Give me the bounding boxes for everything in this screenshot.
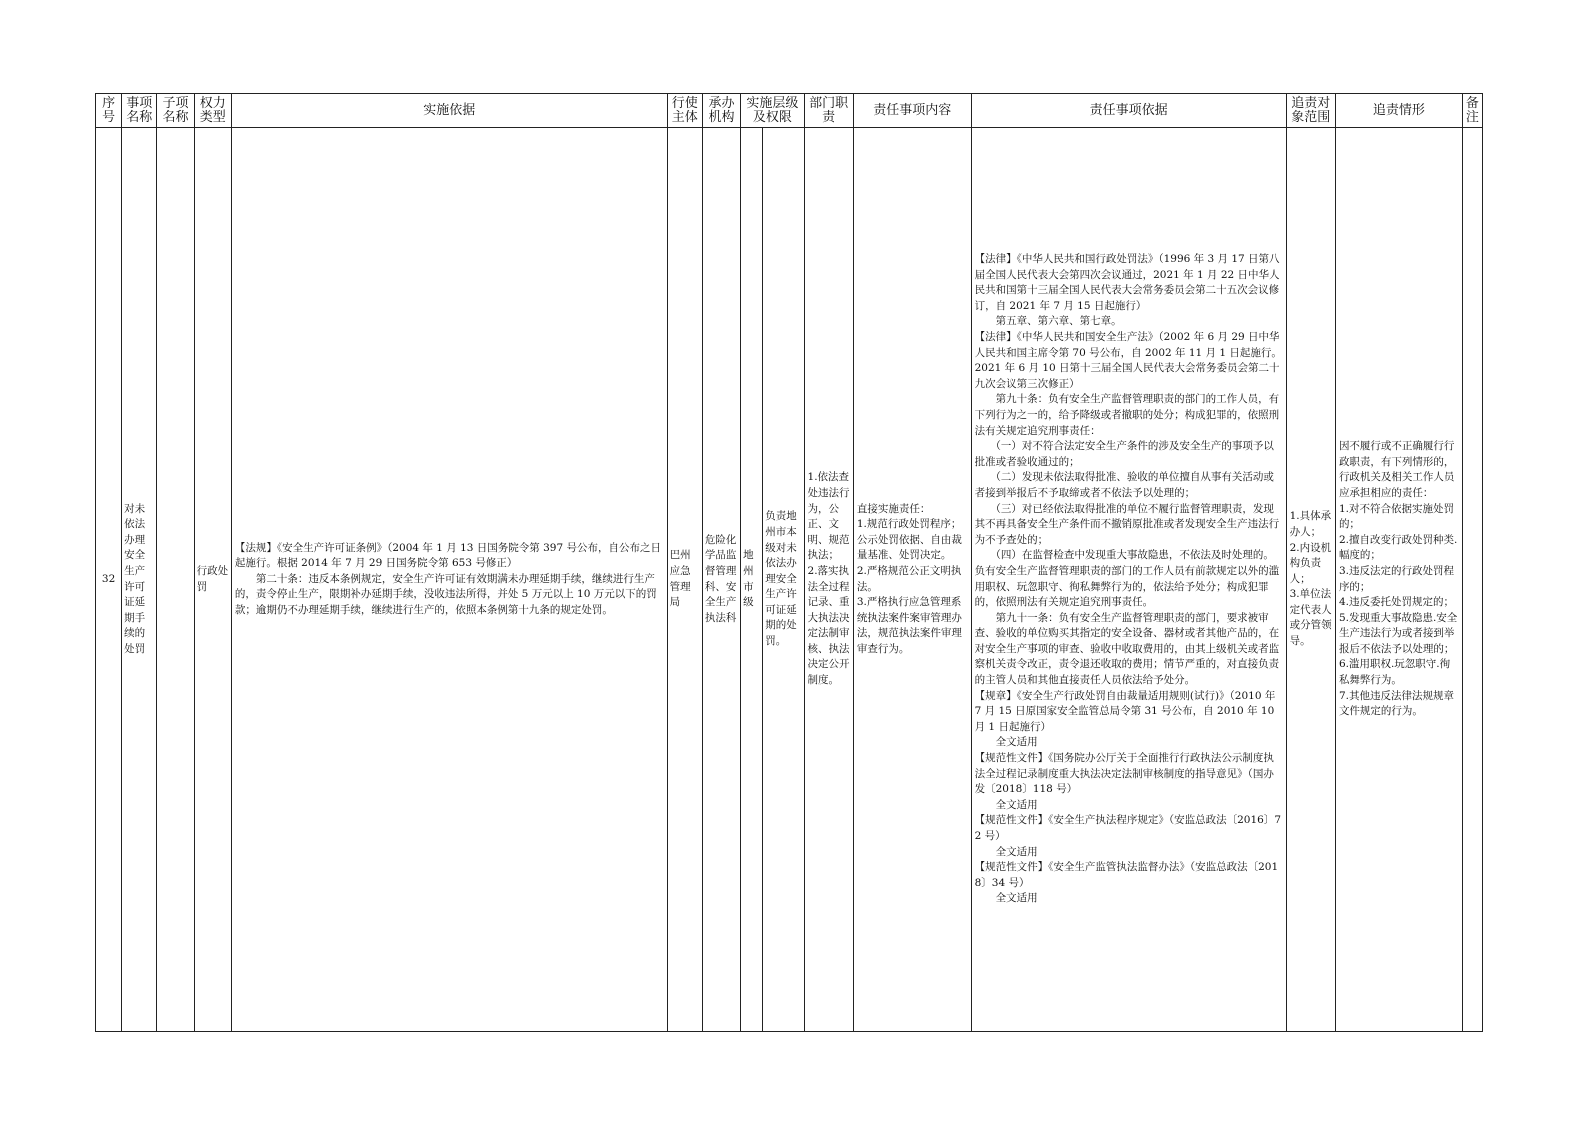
cell-power-type — [194, 128, 231, 1032]
header-basis: 实施依据 — [231, 94, 667, 128]
level-b-text: 负责地州市本级对未依法办理安全生产许可证延期的处罚。 — [765, 510, 797, 648]
cell-sub-item-name — [157, 128, 194, 1032]
cell-level-b — [763, 128, 804, 1032]
header-level: 实施层级 及权限 — [741, 94, 804, 128]
header-organizer: 承办 机构 — [702, 94, 740, 128]
cell-seq: 32 — [96, 128, 122, 1032]
header-executing-body: 行使 主体 — [667, 94, 702, 128]
power-type-text: 行政处罚 — [196, 564, 229, 593]
cell-item-name — [122, 128, 157, 1032]
basis-text: 【法规】《安全生产许可证条例》（2004 年 1 月 13 日国务院令第 397 号公布，自公布之日起施行。根据 2014 年 7 月 29 日国务院令第 653 号修正） 第二十条：违反本条例规定，安全生产许可证有效期满未办理延期手续，继续进行生产的，责令停止生产，限期补办延期手续，没收违法所得，并处 5 万元以上 10 万元以下的罚款；逾期仍不办理延期手续，继续进行生产的，依照本条例第十九条的规定处罚。 — [234, 541, 662, 616]
item-name-text: 对未依法办理安全生产许可证延期手续的处罚 — [124, 502, 146, 655]
cell-accountability-cases — [1335, 128, 1462, 1032]
executing-body-text: 巴州应急管理局 — [669, 549, 691, 609]
responsibility-table — [95, 93, 1483, 1032]
header-seq: 序 号 — [96, 94, 122, 128]
cell-organizer — [702, 128, 740, 1032]
level-a-text: 地州市级 — [743, 549, 754, 609]
header-row — [96, 94, 1483, 128]
cell-accountability-scope — [1286, 128, 1335, 1032]
accountability-cases-text: 因不履行或不正确履行行政职责，有下列情形的，行政机关及相关工作人员应承担相应的责任： 1.对不符合依据实施处罚的； 2.擅自改变行政处罚种类.幅度的； 3.违反法定的行政处罚程序的； 4.违反委托处罚规定的； 5.发现重大事故隐患.安全生产违法行为或者接到举报后不依法予以处理的； 6.滥用职权.玩忽职守.徇私舞弊行为。 7.其他违反法律法规规章文件规定的行为。 — [1338, 440, 1458, 718]
table-row — [96, 128, 1483, 1032]
responsibility-basis-text: 【法律】《中华人民共和国行政处罚法》（1996 年 3 月 17 日第八届全国人民代表大会第四次会议通过，2021 年 1 月 22 日中华人民共和国第十三届全国人民代表大会常务委员会第二十五次会议修订，自 2021 年 7 月 15 日起施行） 第五章、第六章、第七章。 【法律】《中华人民共和国安全生产法》（2002 年 6 月 29 日中华人民共和国主席令第 70 号公布，自 2002 年 11 月 1 日起施行。2021 年 6 月 10 日第十三届全国人民代表大会常务委员会第二十九次会议第三次修正） 第九十条：负有安全生产监督管理职责的部门的工作人员，有下列行为之一的，给予降级或者撤职的处分；构成犯罪的，依照刑法有关规定追究刑事责任： （一）对不符合法定安全生产条件的涉及安全生产的事项予以批准或者验收通过的； （二）发现未依法取得批准、验收的单位擅自从事有关活动或者接到举报后不予取缔或者不依法予以处理的； （三）对已经依法取得批准的单位不履行监督管理职责，发现其不再具备安全生产条件而不撤销原批准或者发现安全生产违法行为不予查处的； （四）在监督检查中发现重大事故隐患，不依法及时处理的。负有安全生产监督管理职责的部门的工作人员有前款规定以外的滥用职权、玩忽职守、徇私舞弊行为的，依法给予处分；构成犯罪的，依照刑法有关规定追究刑事责任。 第九十一条：负有安全生产监督管理职责的部门，要求被审查、验收的单位购买其指定的安全设备、器材或者其他产品的，在对安全生产事项的审查、验收中收取费用的，由其上级机关或者监察机关责令改正，责令退还收取的费用；情节严重的，对直接负责的主管人员和其他直接责任人员依法给予处分。 【规章】《安全生产行政处罚自由裁量适用规则(试行)》（2010 年 7 月 15 日原国家安全监管总局令第 31 号公布，自 2010 年 10 月 1 日起施行） 全文适用 【规范性文件】《国务院办公厅关于全面推行行政执法公示制度执法全过程记录制度重大执法决定法制审核制度的指导意见》（国办发〔2018〕118 号） 全文适用 【规范性文件】《安全生产执法程序规定》（安监总政法〔2016〕72 号） 全文适用 【规范性文件】《安全生产监管执法监督办法》（安监总政法〔2018〕34 号） 全文适用 — [974, 253, 1282, 905]
header-item-name: 事项 名称 — [122, 94, 157, 128]
header-accountability-scope: 追责对 象范围 — [1286, 94, 1335, 128]
header-responsibility-basis: 责任事项依据 — [971, 94, 1286, 128]
cell-duty — [804, 128, 853, 1032]
organizer-text: 危险化学品监督管理科、安全生产执法科 — [704, 533, 737, 624]
cell-responsibility-content — [853, 128, 971, 1032]
header-responsibility-content: 责任事项内容 — [853, 94, 971, 128]
header-remarks: 备 注 — [1462, 94, 1482, 128]
cell-level-a — [741, 128, 763, 1032]
cell-executing-body — [667, 128, 702, 1032]
duty-text: 1.依法查处违法行为，公正、文明、规范执法； 2.落实执法全过程记录、重大执法决定法制审核、执法决定公开制度。 — [807, 471, 850, 687]
header-accountability-cases: 追责情形 — [1335, 94, 1462, 128]
accountability-scope-text: 1.具体承办人； 2.内设机构负责人； 3.单位法定代表人或分管领导。 — [1289, 510, 1332, 648]
cell-responsibility-basis — [971, 128, 1286, 1032]
header-sub-item-name: 子项 名称 — [157, 94, 194, 128]
header-duty: 部门职 责 — [804, 94, 853, 128]
header-power-type: 权力 类型 — [194, 94, 231, 128]
responsibility-content-text: 直接实施责任： 1.规范行政处罚程序；公示处罚依据、自由裁量基准、处罚决定。 2.严格规范公正文明执法。 3.严格执行应急管理系统执法案件案审管理办法，规范执法案件审理审查行为。 — [856, 502, 962, 655]
cell-remarks — [1462, 128, 1482, 1032]
cell-basis — [231, 128, 667, 1032]
